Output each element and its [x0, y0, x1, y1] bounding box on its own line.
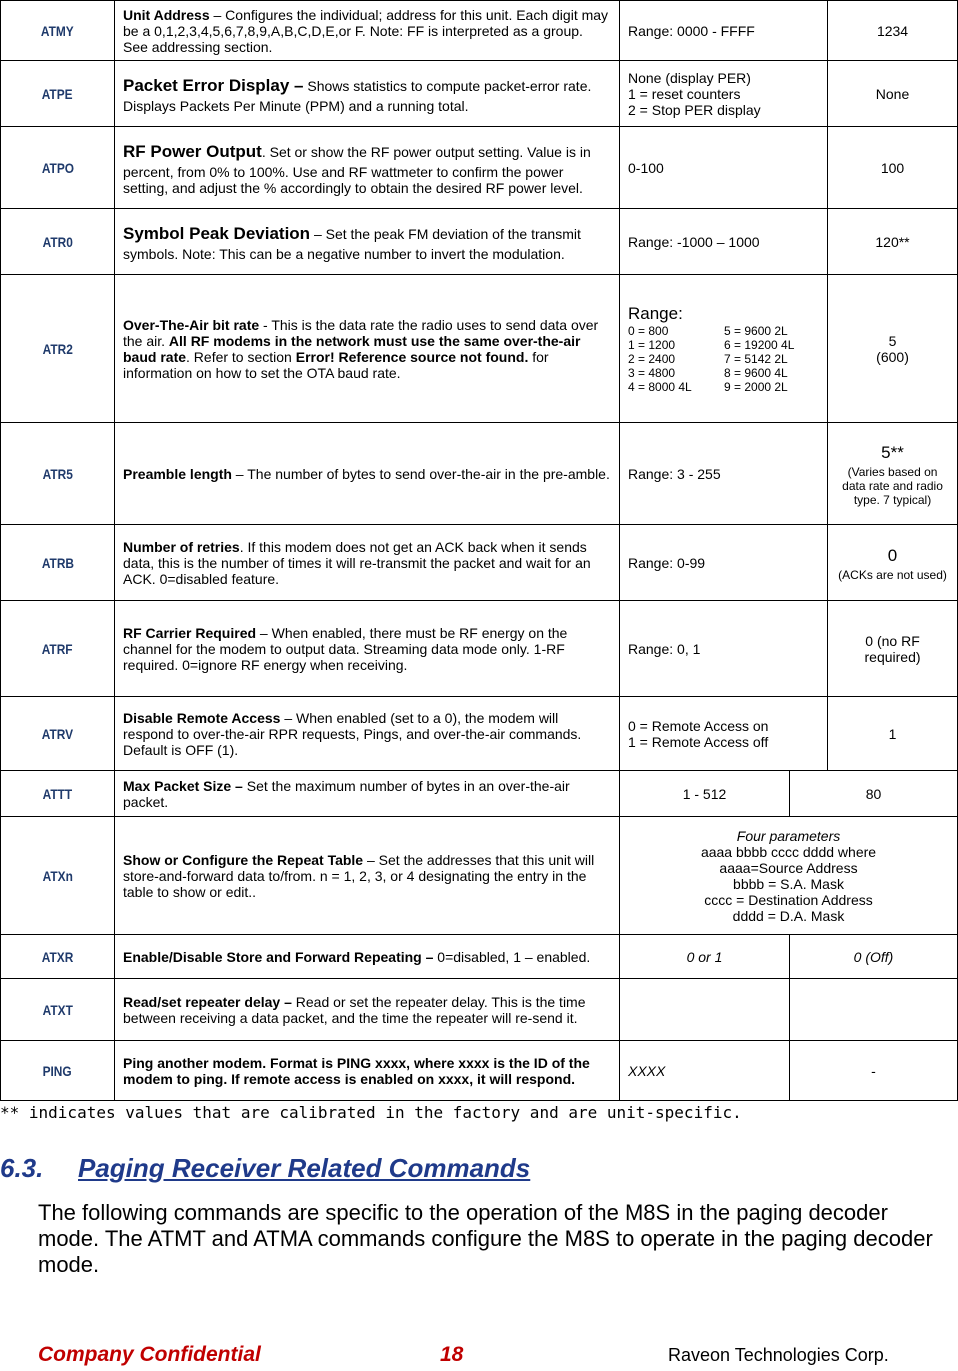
command-description: Read/set repeater delay – Read or set the repeater delay. This is the time between receiving a data packet, and the time the repeater will re-send it.	[115, 979, 620, 1041]
command-description: Number of retries. If this modem does not get an ACK back when it sends data, this is the number of times it will re-transmit the packet and wait for an ACK. 0=disabled feature.	[115, 525, 620, 601]
command-range: 0 = Remote Access on 1 = Remote Access off	[620, 697, 828, 771]
command-code: ATR0	[1, 209, 115, 275]
command-description: Over-The-Air bit rate - This is the data rate the radio uses to send data over the air. All RF modems in the network must use the same over-the-air baud rate. Refer to section Error! Reference source not found. for information on how to set the OTA baud rate.	[115, 275, 620, 423]
command-code: ATRB	[1, 525, 115, 601]
command-description: Enable/Disable Store and Forward Repeating – 0=disabled, 1 – enabled.	[115, 935, 620, 979]
calibration-note: ** indicates values that are calibrated in the factory and are unit-specific.	[0, 1103, 742, 1122]
table-row	[1, 1041, 958, 1101]
intro-paragraph: The following commands are specific to the operation of the M8S in the paging decoder mode. The ATMT and ATMA commands configure the M8S to operate in the paging decoder mode.	[38, 1200, 933, 1277]
command-default: 5** (Varies based on data rate and radio type. 7 typical)	[828, 423, 958, 525]
command-description: RF Carrier Required – When enabled, there must be RF energy on the channel for the modem to output data. Streaming data mode only. 1-RF required. 0=ignore RF energy when receiving.	[115, 601, 620, 697]
command-range	[620, 979, 790, 1041]
command-range: Range: 0000 - FFFF	[620, 1, 828, 61]
command-default: 1	[828, 697, 958, 771]
command-code: ATR5	[1, 423, 115, 525]
command-range: 0-100	[620, 127, 828, 209]
table-row	[1, 127, 958, 209]
table-row	[1, 423, 958, 525]
command-description: Ping another modem. Format is PING xxxx, where xxxx is the ID of the modem to ping. If remote access is enabled on xxxx, it will respond.	[115, 1041, 620, 1101]
command-range: None (display PER) 1 = reset counters 2 = Stop PER display	[620, 61, 828, 127]
table-row	[1, 61, 958, 127]
section-number: 6.3.	[0, 1153, 44, 1183]
command-default: 100	[828, 127, 958, 209]
command-default: 0 (no RF required)	[828, 601, 958, 697]
command-code: ATRV	[1, 697, 115, 771]
company-name: Raveon Technologies Corp.	[668, 1345, 889, 1365]
command-code: ATXT	[1, 979, 115, 1041]
command-range: Range: -1000 – 1000	[620, 209, 828, 275]
command-code: ATMY	[1, 1, 115, 61]
command-code: ATXR	[1, 935, 115, 979]
command-default: -	[790, 1041, 958, 1101]
command-code: PING	[1, 1041, 115, 1101]
baud-rate-options: 0 = 800 5 = 9600 2L 1 = 1200 6 = 19200 4L 2 = 2400 7 = 5142 2L 3 = 4800 8 = 9600 4L 4 = 8000 4L 9 = 2000 2L	[628, 323, 795, 394]
command-default	[790, 979, 958, 1041]
table-row	[1, 697, 958, 771]
command-description: Disable Remote Access – When enabled (set to a 0), the modem will respond to over-the-air RPR requests, Pings, and over-the-air commands. Default is OFF (1).	[115, 697, 620, 771]
command-code: ATR2	[1, 275, 115, 423]
command-default: 5 (600)	[828, 275, 958, 423]
command-code: ATPE	[1, 61, 115, 127]
table-row	[1, 935, 958, 979]
command-range: Range: 0-99	[620, 525, 828, 601]
command-code: ATTT	[1, 771, 115, 817]
command-range: Range: 0, 1	[620, 601, 828, 697]
table-row	[1, 525, 958, 601]
section-heading	[0, 1152, 530, 1184]
command-description: Show or Configure the Repeat Table – Set the addresses that this unit will store-and-forward data to/from. n = 1, 2, 3, or 4 designating the entry in the table to show or edit..	[115, 817, 620, 935]
command-range: Range: 3 - 255	[620, 423, 828, 525]
table-row	[1, 275, 958, 423]
table-row	[1, 209, 958, 275]
repeat-table-parameters: Four parameters aaaa bbbb cccc dddd where aaaa=Source Address bbbb = S.A. Mask cccc = Destination Address dddd = D.A. Mask	[620, 817, 958, 935]
command-default: 80	[790, 771, 958, 817]
command-range: Range: 0 = 800 5 = 9600 2L 1 = 1200 6 = 19200 4L 2 = 2400 7 = 5142 2L 3 = 4800 8 = 9600 4L 4 = 8000 4L 9 = 2000 2L	[620, 275, 828, 423]
command-description: RF Power Output. Set or show the RF power output setting. Value is in percent, from 0% to 100%. Use and RF wattmeter to confirm the power setting, and adjust the % accordingly to obtain the desired RF power level.	[115, 127, 620, 209]
command-description: Preamble length – The number of bytes to send over-the-air in the pre-amble.	[115, 423, 620, 525]
command-range: 1 - 512	[620, 771, 790, 817]
command-range: XXXX	[620, 1041, 790, 1101]
table-row	[1, 771, 958, 817]
command-range: 0 or 1	[620, 935, 790, 979]
section-title: Paging Receiver Related Commands	[78, 1153, 531, 1183]
command-default: 1234	[828, 1, 958, 61]
table-row	[1, 1, 958, 61]
command-default: 120**	[828, 209, 958, 275]
confidential-label: Company Confidential	[38, 1343, 261, 1366]
table-row	[1, 817, 958, 935]
command-default: 0 (Off)	[790, 935, 958, 979]
command-description: Max Packet Size – Set the maximum number of bytes in an over-the-air packet.	[115, 771, 620, 817]
command-description: Packet Error Display – Shows statistics to compute packet-error rate. Displays Packets Per Minute (PPM) and a running total.	[115, 61, 620, 127]
table-row	[1, 979, 958, 1041]
table-row	[1, 601, 958, 697]
command-code: ATXn	[1, 817, 115, 935]
command-default: None	[828, 61, 958, 127]
command-code: ATPO	[1, 127, 115, 209]
command-default: 0 (ACKs are not used)	[828, 525, 958, 601]
page-footer	[0, 1343, 958, 1369]
command-code: ATRF	[1, 601, 115, 697]
command-description: Symbol Peak Deviation – Set the peak FM deviation of the transmit symbols. Note: This can be a negative number to invert the modulation.	[115, 209, 620, 275]
page-number: 18	[440, 1343, 464, 1366]
command-description: Unit Address – Configures the individual; address for this unit. Each digit may be a 0,1,2,3,4,5,6,7,8,9,A,B,C,D,E,or F. Note: FF is interpreted as a group. See addressing section.	[115, 1, 620, 61]
